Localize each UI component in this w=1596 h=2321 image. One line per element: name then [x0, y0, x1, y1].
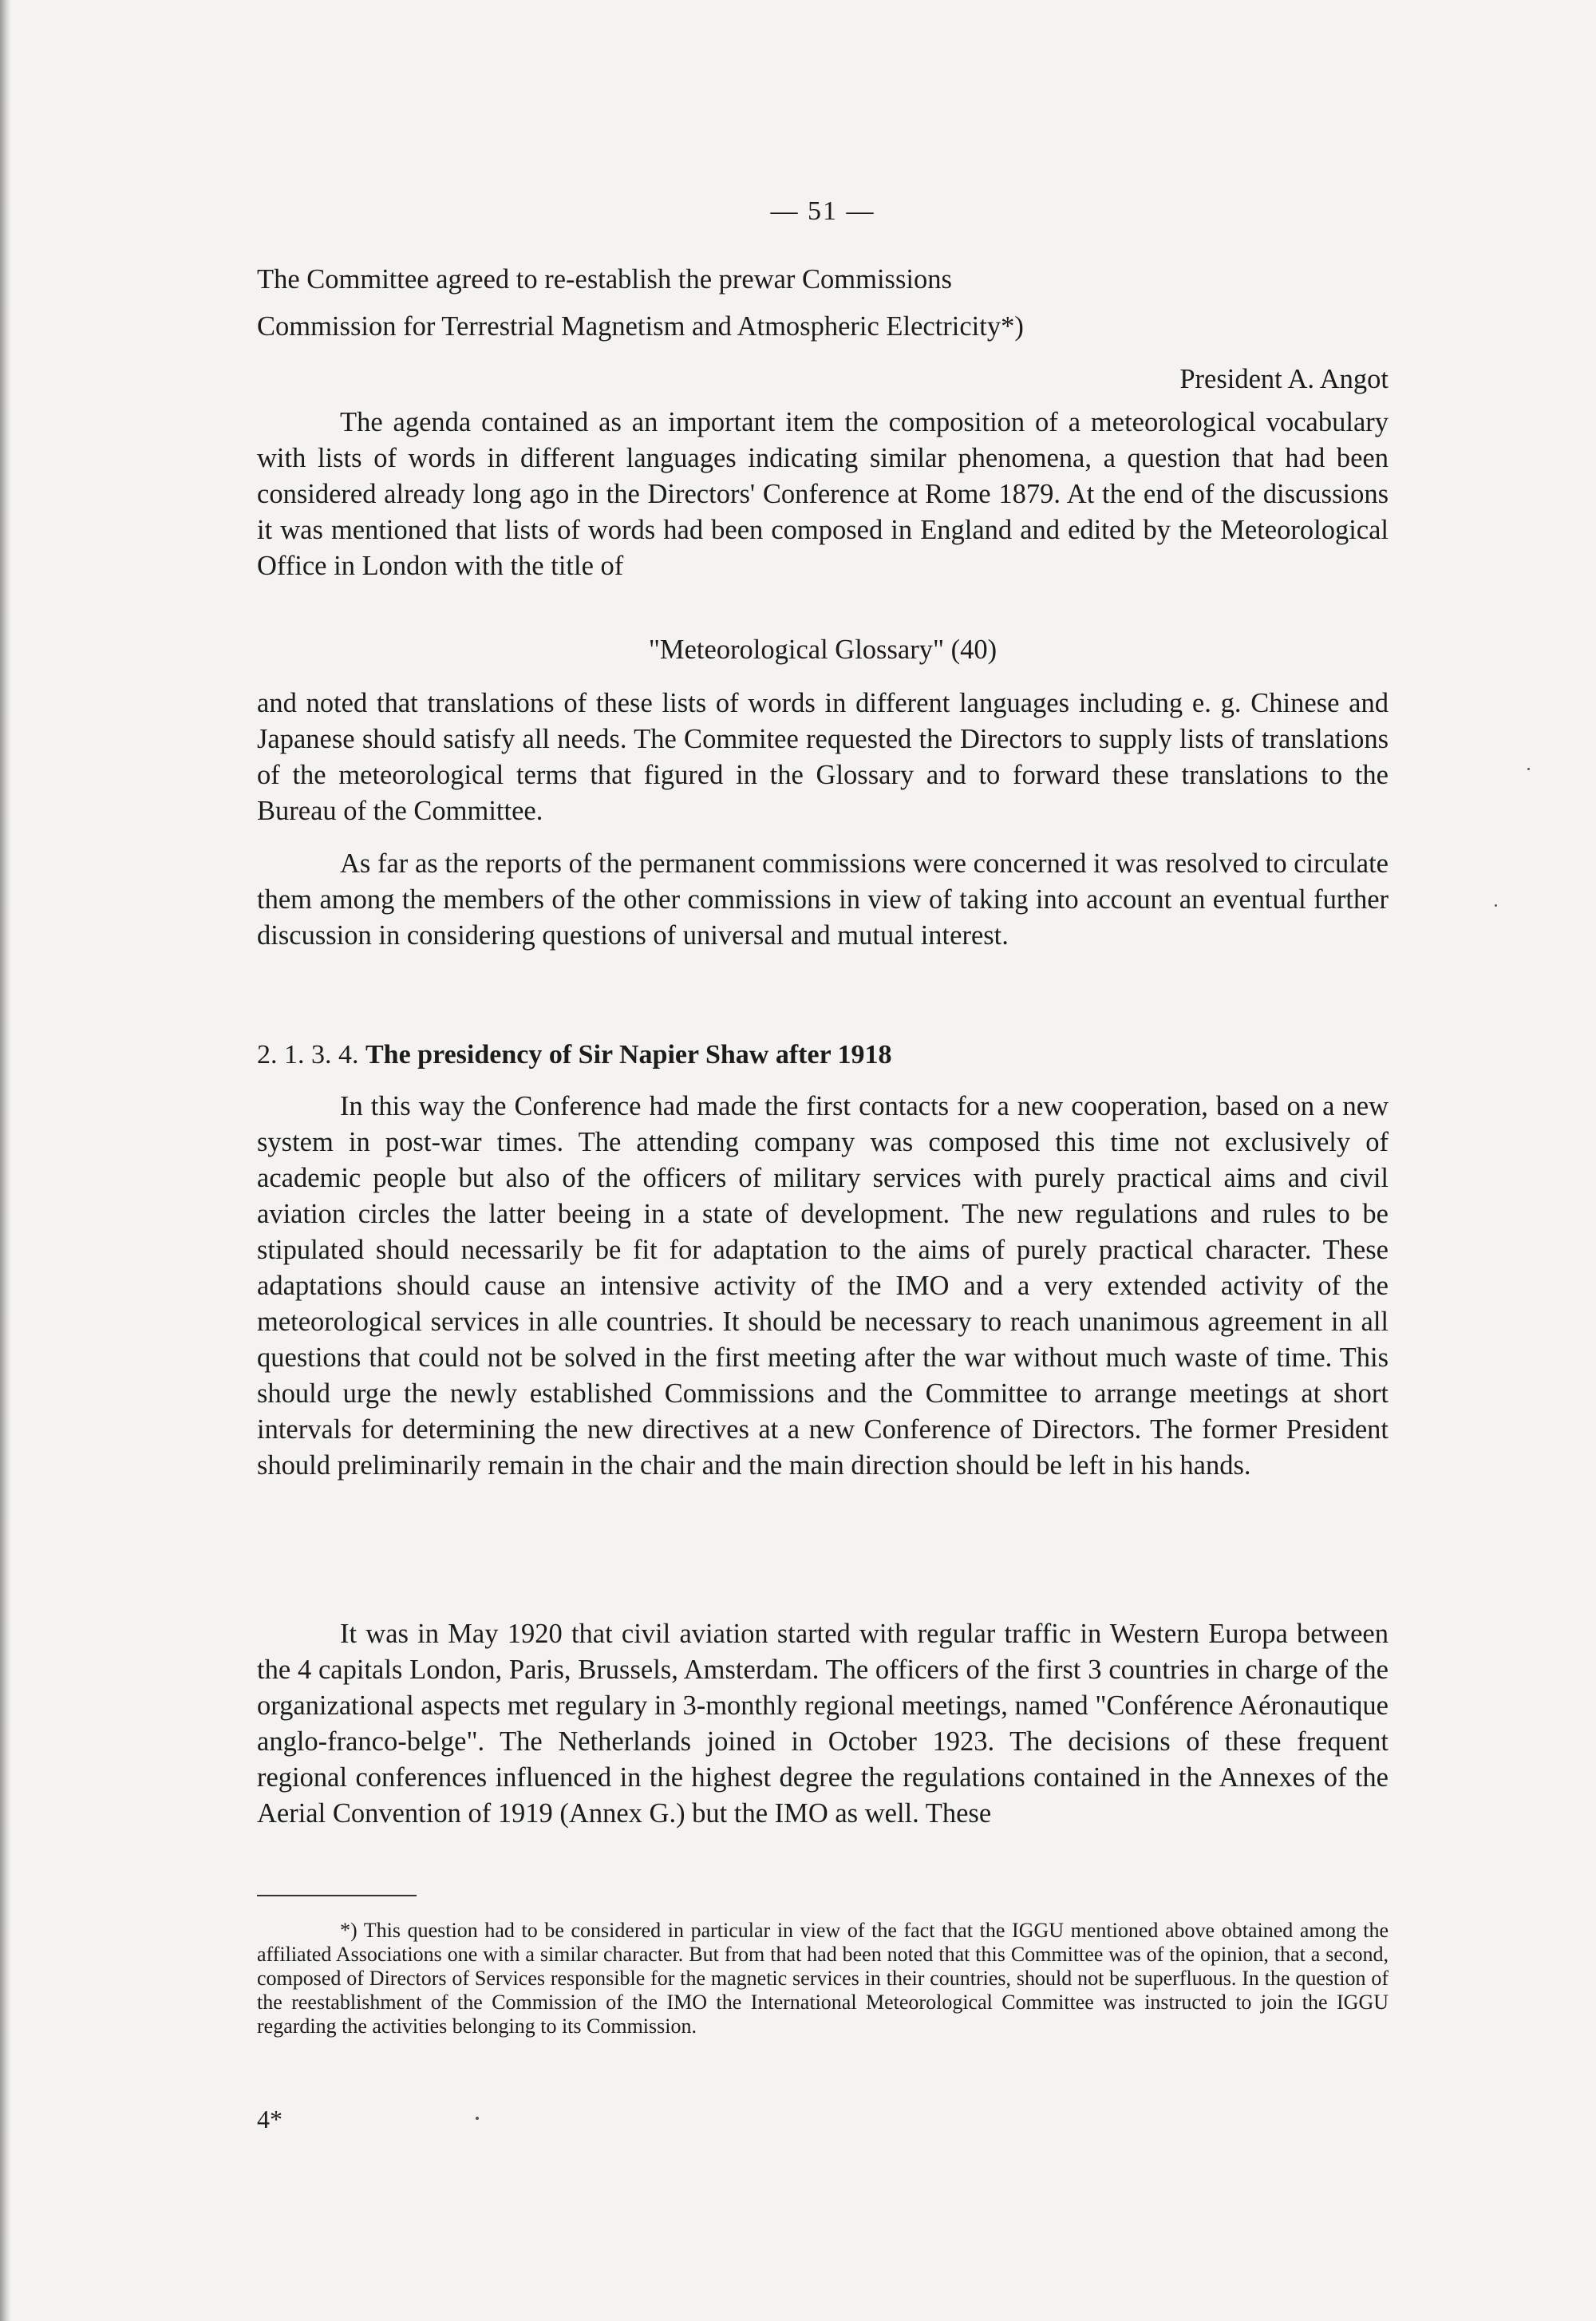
paragraph-5: It was in May 1920 that civil aviation started with regular traffic in Western Europa between the 4 capitals London, Paris, Brussels, Amsterdam. The officers of the first 3 countries in charge of the organizational aspects met regulary in 3-monthly regional meetings, named "Conférence Aéronautique anglo-franco-belge". The Netherlands joined in October 1923. The decisions of these frequent regional conferences influenced in the highest degree the regulations contained in the Annexes of the Aerial Convention of 1919 (Annex G.) but the IMO as well. These [257, 1619, 1389, 1829]
footnote: *) This question had to be considered in particular in view of the fact that the IGGU mentioned above obtained among the affiliated Associations one with a similar character. But from that had been noted that this Committee was of the opinion, that a second, composed of Directors of Services responsible for the magnetic services in their countries, should not be superfluous. In the question of the reestablishment of the Commission of the IMO the International Meteorological Committee was instructed to join the IGGU regarding the activities belonging to its Commission. [257, 1919, 1389, 2038]
page-number: — 51 — [770, 196, 875, 226]
section-title: The presidency of Sir Napier Shaw after 1918 [365, 1040, 892, 1070]
sheet-signature: 4* [257, 2105, 282, 2133]
paragraph-2: and noted that translations of these lists of words in different languages including e. g. Chinese and Japanese should satisfy all needs. The Commitee requested the Directors to supply lists of translations of the meteorological terms that figured in the Glossary and to forward these translations to the Bureau of the Committee. [257, 688, 1389, 826]
intro-line: The Committee agreed to re-establish the prewar Commissions [257, 264, 952, 295]
commission-title: Commission for Terrestrial Magnetism and Atmospheric Electricity*) [257, 311, 1024, 342]
footnote-divider [257, 1895, 417, 1896]
scan-speck [476, 2117, 479, 2120]
president-line: President A. Angot [1179, 364, 1389, 394]
paragraph-4: In this way the Conference had made the first contacts for a new cooperation, based on a new system in post-war times. The attending company was composed this time not exclusively of academic people but also of the officers of military services with purely practical aims and civil aviation circles the latter beeing in a state of development. The new regulations and rules to be stipulated should necessarily be fit for adaptation to the aims of purely practical character. These adaptations should cause an intensive activity of the IMO and a very extended activity of the meteorological services in alle countries. It should be necessary to reach unanimous agreement in all questions that could not be solved in the first meeting after the war without much waste of time. This should urge the newly established Commissions and the Committee to arrange meetings at short intervals for determining the new directives at a new Conference of Directors. The former President should preliminarily remain in the chair and the main direction should be left in his hands. [257, 1091, 1389, 1481]
paragraph-1: The agenda contained as an important item the composition of a meteorological vocabulary with lists of words in different languages indicating similar phenomena, a question that had been considered already long ago in the Directors' Conference at Rome 1879. At the end of the discussions it was mentioned that lists of words had been composed in England and edited by the Meteorological Office in London with the title of [257, 407, 1389, 581]
scan-edge [0, 0, 11, 2321]
scan-speck [1527, 768, 1530, 770]
scan-speck [1495, 904, 1497, 907]
section-heading [257, 1037, 1389, 1073]
paragraph-3: As far as the reports of the permanent commissions were concerned it was resolved to circulate them among the members of the other commissions in view of taking into account an eventual further discussion in considering questions of universal and mutual interest. [257, 848, 1389, 951]
section-number: 2. 1. 3. 4. [257, 1040, 359, 1070]
glossary-title: "Meteorological Glossary" (40) [648, 635, 998, 665]
